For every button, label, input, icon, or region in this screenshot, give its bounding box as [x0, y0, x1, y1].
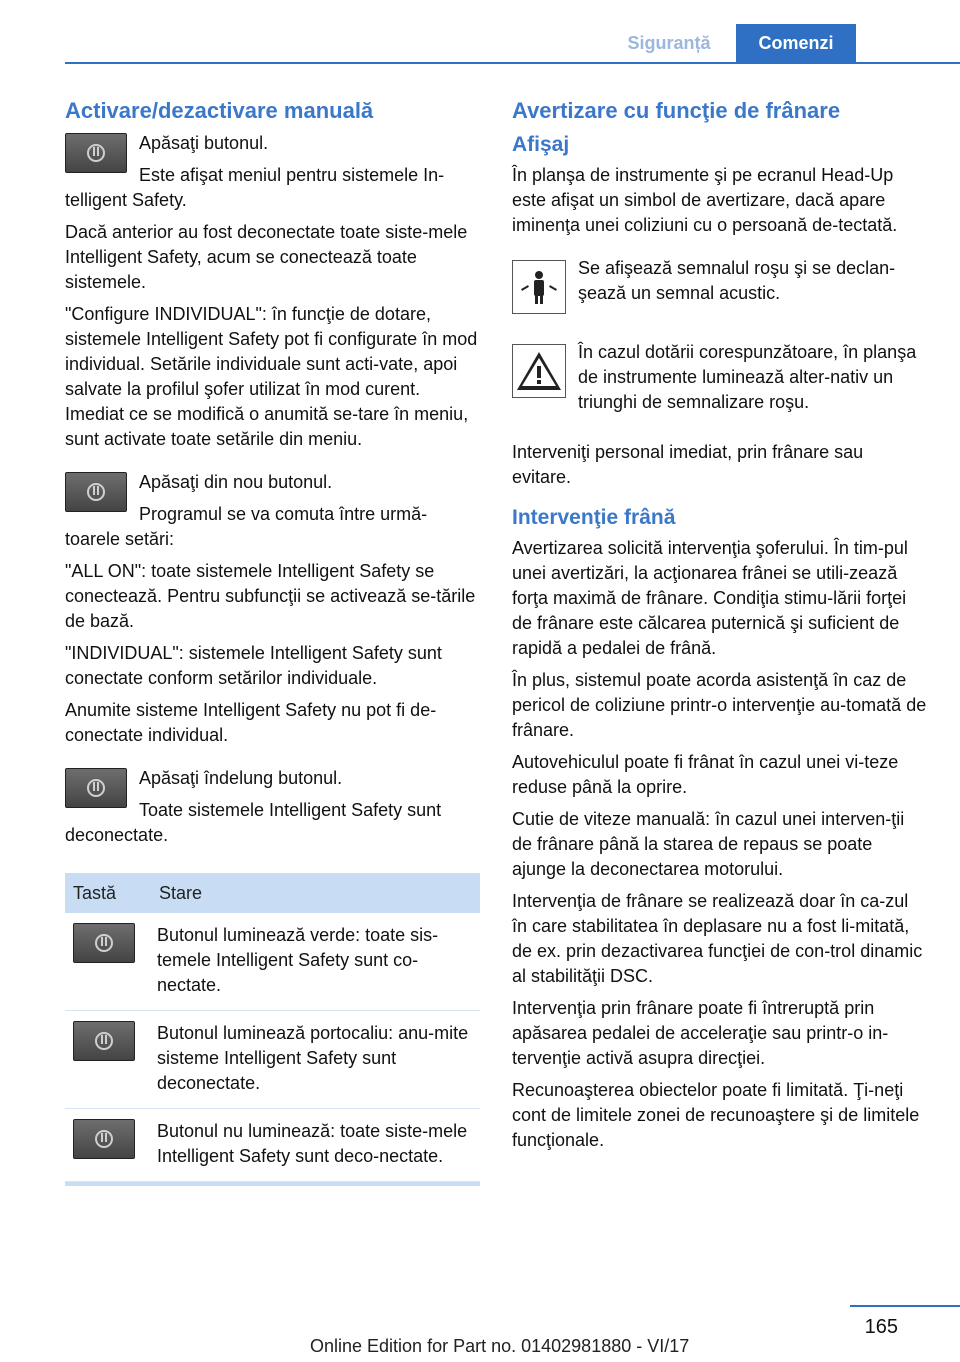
step-text: Este afişat meniul pentru sistemele In‐telligent Safety. [65, 165, 445, 210]
paragraph: Avertizarea solicită intervenţia şoferului. În tim‐pul unei avertizări, la acţionarea frânei se utili‐zează forţa maximă de frânare. Condiţia stimu‐lării forţei de frânare este călcarea puternică şi suficient de rapidă a pedalei de frână. [512, 538, 908, 658]
paragraph: "INDIVIDUAL": sistemele Intelligent Safety sunt conectate conform setărilor individuale. [65, 643, 442, 688]
warning-triangle-symbol [512, 344, 566, 398]
safety-icon [87, 483, 105, 501]
subsection-title: Intervenţie frână [512, 506, 676, 529]
paragraph: Intervenţia de frânare se realizează doar în ca‐zul în care stabilitatea în deplasare nu a fost li‐mitată, de ex. prin dezactivarea funcţiei de con‐trol dinamic al stabilităţii DSC. [512, 891, 923, 986]
intelligent-safety-button-image [65, 472, 127, 512]
page-number: 165 [864, 1316, 898, 1338]
safety-icon [95, 1130, 113, 1148]
step-text: Programul se va comuta între urmă‐toarele setări: [65, 504, 428, 549]
table-end-rule [65, 1182, 480, 1186]
warning-step [512, 256, 927, 322]
status-table [65, 873, 480, 1182]
button-step [65, 470, 480, 559]
warning-triangle-icon [517, 352, 561, 390]
tab-siguranta[interactable]: Siguranță [627, 32, 711, 53]
edition-note: Online Edition for Part no. 01402981880 - VI/17 [310, 1336, 690, 1356]
step-text: Apăsaţi din nou butonul. [139, 472, 333, 492]
table-row [65, 1011, 480, 1109]
table-cell-key [65, 1011, 151, 1109]
table-cell-key [65, 1109, 151, 1182]
intelligent-safety-button-image [65, 768, 127, 808]
section-title: Avertizare cu funcţie de frânare [512, 98, 841, 123]
button-image [73, 1119, 135, 1159]
step-text: Apăsaţi îndelung butonul. [139, 768, 343, 788]
section-title: Activare/dezactivare manuală [65, 98, 374, 123]
safety-icon [95, 934, 113, 952]
pedestrian-icon [519, 267, 559, 307]
header-rule [65, 62, 960, 64]
paragraph: Anumite sisteme Intelligent Safety nu pot fi de‐conectate individual. [65, 700, 437, 745]
step-text: Se afişează semnalul roşu şi se declan‐şează un semnal acustic. [578, 258, 896, 303]
table-header-row [65, 873, 480, 913]
paragraph: Autovehiculul poate fi frânat în cazul unei vi‐teze reduse până la oprire. [512, 752, 899, 797]
column-header-state: Stare [151, 873, 480, 913]
intelligent-safety-button-image [65, 133, 127, 173]
column-header-key: Tastă [65, 873, 151, 913]
table-cell-state: Butonul luminează verde: toate sis‐temele Intelligent Safety sunt co‐nectate. [151, 913, 480, 1011]
footer-rule [850, 1305, 960, 1307]
table-row [65, 1109, 480, 1182]
step-text: În cazul dotării corespunzătoare, în planşa de instrumente luminează alter‐nativ un triunghi de semnalizare roşu. [578, 342, 917, 412]
tab-comenzi[interactable]: Comenzi [736, 24, 856, 62]
paragraph: În planşa de instrumente şi pe ecranul Head-Up este afişat un simbol de avertizare, dacă apare iminenţa unei coliziuni cu o persoană de‐tectată. [512, 165, 898, 235]
paragraph: În plus, sistemul poate acorda asistenţă în caz de pericol de coliziune printr-o intervenţie au‐tomată de frânare. [512, 670, 927, 740]
safety-icon [87, 779, 105, 797]
button-step [65, 766, 480, 855]
table-cell-key [65, 913, 151, 1011]
warning-step [512, 340, 927, 422]
paragraph: Dacă anterior au fost deconectate toate siste‐mele Intelligent Safety, acum se conectează toate sistemele. [65, 222, 468, 292]
left-column [65, 97, 480, 1186]
paragraph: Interveniţi personal imediat, prin frânare sau evitare. [512, 442, 864, 487]
table-cell-state: Butonul luminează portocaliu: anu‐mite sisteme Intelligent Safety sunt deconectate. [151, 1011, 480, 1109]
paragraph: Cutie de viteze manuală: în cazul unei interven‐ţii de frânare până la starea de repaus se poate ajunge la deconectarea motorului. [512, 809, 905, 879]
safety-icon [95, 1032, 113, 1050]
step-text: Toate sistemele Intelligent Safety sunt deconectate. [65, 800, 442, 845]
paragraph: Recunoaşterea obiectelor poate fi limitată. Ţi‐neţi cont de limitele zonei de recunoaştere şi de limitele funcţionale. [512, 1080, 920, 1150]
paragraph: "Configure INDIVIDUAL": în funcţie de dotare, sistemele Intelligent Safety pot fi configurate în mod individual. Setările individuale sunt acti‐vate, apoi salvate la profilul şofer utilizat în mod curent. Imediat ce se modifică o anumită se‐tare în meniu, sunt activate toate setările din meniu. [65, 304, 478, 449]
table-row [65, 913, 480, 1011]
step-text: Apăsaţi butonul. [139, 133, 269, 153]
button-image [73, 923, 135, 963]
subsection-title: Afişaj [512, 133, 570, 156]
table-cell-state: Butonul nu luminează: toate siste‐mele Intelligent Safety sunt deco‐nectate. [151, 1109, 480, 1182]
pedestrian-warning-symbol [512, 260, 566, 314]
button-image [73, 1021, 135, 1061]
paragraph: "ALL ON": toate sistemele Intelligent Safety se conectează. Pentru subfuncţii se activează se‐tările de bază. [65, 561, 476, 631]
safety-icon [87, 144, 105, 162]
button-step [65, 131, 480, 220]
paragraph: Intervenţia prin frânare poate fi întreruptă prin apăsarea pedalei de acceleraţie sau printr-o in‐tervenţie activă asupra direcţiei. [512, 998, 889, 1068]
right-column [512, 97, 927, 1160]
